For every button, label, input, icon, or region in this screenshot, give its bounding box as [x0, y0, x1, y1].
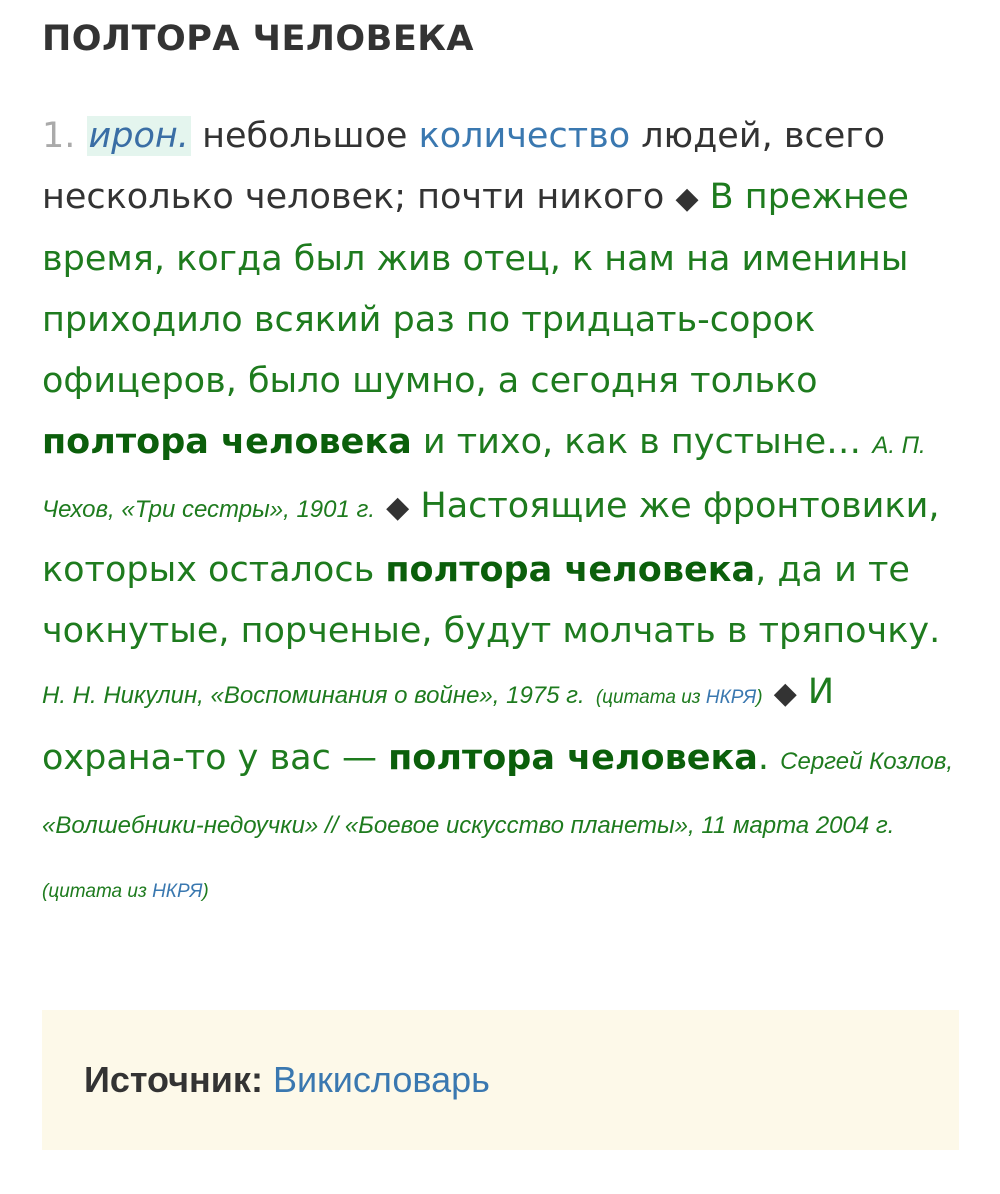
diamond-icon: ◆: [386, 490, 410, 525]
example-1-text-pre: В прежнее время, когда был жив отец, к нам на именины приходило всякий раз по тридцать-сорок офицеров, было шумно, а сегодня только: [42, 177, 909, 401]
example-3-corpus-note: (цитата из НКРЯ): [42, 881, 209, 902]
definition-block: [42, 106, 958, 922]
example-2-corpus-note: (цитата из НКРЯ): [595, 687, 763, 708]
source-box: [42, 1010, 959, 1150]
diamond-icon: ◆: [773, 676, 797, 711]
example-2-text-pre: Настоящие же фронтовики, которых осталось: [42, 486, 940, 590]
example-3-text-pre: И охрана-то у вас —: [42, 672, 835, 778]
example-3-phrase: полтора человека: [388, 738, 758, 778]
example-1-text-post: и тихо, как в пустыне…: [411, 422, 862, 462]
corpus-link[interactable]: НКРЯ: [705, 687, 757, 708]
example-2-citation: Н. Н. Никулин, «Воспоминания о войне», 1975 г.: [42, 682, 585, 709]
example-3-citation: Сергей Козлов, «Волшебники-недоучки» // «Боевое искусство планеты», 11 марта 2004 г.: [42, 748, 954, 839]
example-2-phrase: полтора человека: [385, 550, 756, 590]
example-3-text-post: .: [757, 738, 769, 778]
source-label: Источник:: [84, 1059, 263, 1100]
example-1-citation: А. П. Чехов, «Три сестры», 1901 г.: [42, 432, 926, 523]
example-2-text-post: , да и те чокнутые, порченые, будут молчать в тряпочку.: [42, 550, 941, 651]
sense-number: 1.: [42, 116, 76, 156]
usage-label-ironic[interactable]: ирон.: [88, 116, 189, 156]
definition-link-quantity[interactable]: количество: [418, 116, 631, 156]
definition-text-1: небольшое: [190, 116, 419, 156]
definition-text-2: людей, всего несколько человек; почти никого: [42, 116, 886, 217]
page-title: ПОЛТОРА ЧЕЛОВЕКА: [42, 19, 474, 59]
example-1: [42, 177, 909, 462]
corpus-link[interactable]: НКРЯ: [152, 881, 203, 902]
source-link-wiktionary[interactable]: Викисловарь: [272, 1059, 490, 1100]
example-1-phrase: полтора человека: [42, 422, 412, 462]
diamond-icon: ◆: [675, 181, 699, 216]
